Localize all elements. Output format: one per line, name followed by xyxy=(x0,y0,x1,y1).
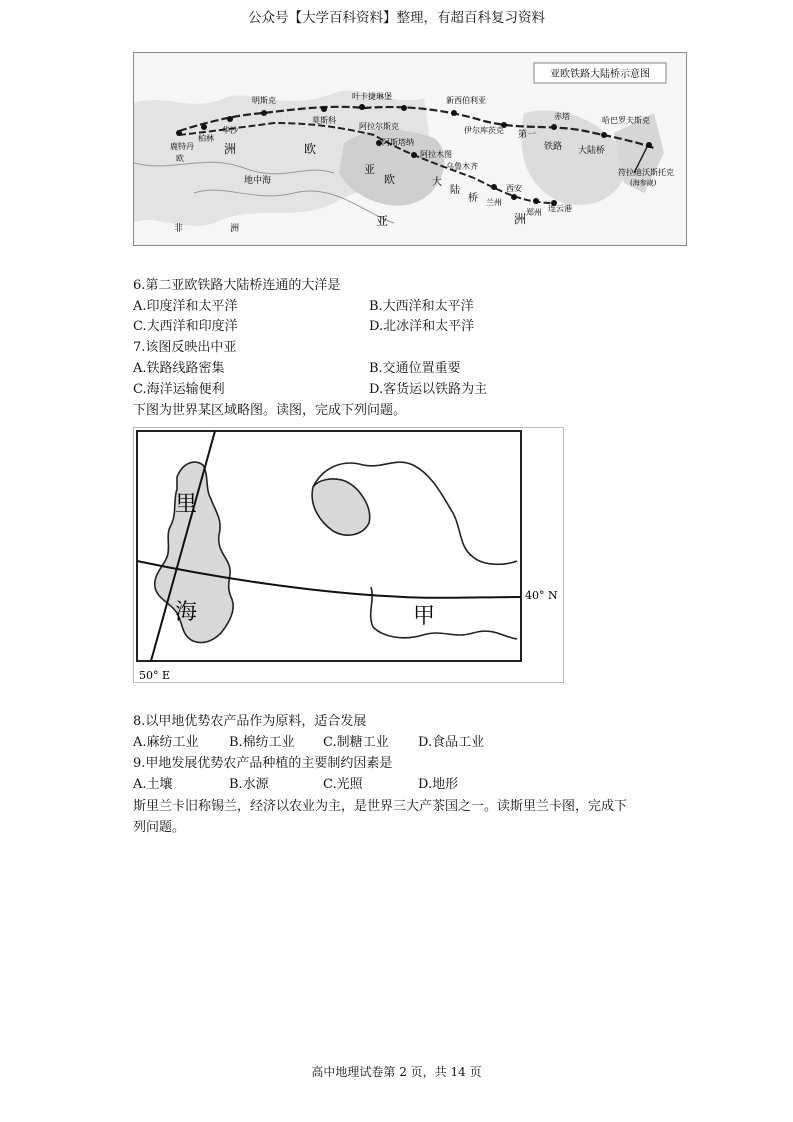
label-minsk: 明斯克 xyxy=(252,96,276,105)
label-lanzhou: 兰州 xyxy=(486,198,502,207)
label-xian: 西安 xyxy=(506,184,522,193)
label-qiao: 桥 xyxy=(468,193,478,204)
label-first: 第一 xyxy=(518,130,537,140)
eurasia-land-bridge-map xyxy=(133,52,687,246)
page-footer: 高中地理试卷第 2 页，共 14 页 xyxy=(311,1065,482,1079)
label-urumqi: 乌鲁木齐 xyxy=(446,162,478,171)
label-lianyungang: 连云港 xyxy=(548,204,572,213)
label-rotterdam: 鹿特丹 xyxy=(170,142,194,151)
label-novosibirsk: 新西伯利亚 xyxy=(446,96,486,105)
q9-option-c: C.光照 xyxy=(323,777,363,792)
q8-options xyxy=(133,733,485,753)
q8-option-a: A.麻纺工业 xyxy=(133,735,199,750)
sri-lanka-intro-line2: 列问题。 xyxy=(133,820,186,835)
label-continent2: 大陆桥 xyxy=(578,146,606,156)
q9-option-d: D.地形 xyxy=(418,777,459,792)
sri-lanka-intro-line1: 斯里兰卡旧称锡兰，经济以农业为主，是世界三大产茶国之一。读斯里兰卡图，完成下 xyxy=(133,799,628,814)
q9-option-a: A.土壤 xyxy=(133,777,173,792)
q7-option-a: A.铁路线路密集 xyxy=(133,361,225,376)
label-haishenwai: (海参崴) xyxy=(630,179,657,187)
label-rail: 铁路 xyxy=(544,142,563,152)
label-fei: 非 xyxy=(174,224,184,234)
label-khabarovsk: 哈巴罗夫斯克 xyxy=(602,116,650,125)
label-eu-small: 欧 xyxy=(176,154,184,163)
land-bridge-map-drawing xyxy=(134,53,686,245)
label-ou2: 欧 xyxy=(384,173,395,186)
q9-options xyxy=(133,775,459,795)
label-moscow: 莫斯科 xyxy=(312,116,336,125)
label-ya2: 亚 xyxy=(364,163,375,176)
map1-title: 亚欧铁路大陆桥示意图 xyxy=(550,69,650,80)
label-yekaterinburg: 叶卡捷琳堡 xyxy=(352,92,392,101)
q6-option-a: A.印度洋和太平洋 xyxy=(133,299,238,314)
label-lat-40n: 40° N xyxy=(525,589,558,602)
q6-option-c: C.大西洋和印度洋 xyxy=(133,319,238,334)
q6-option-d: D.北冰洋和太平洋 xyxy=(369,319,475,334)
label-li: 里 xyxy=(175,492,198,517)
q6-option-b: B.大西洋和太平洋 xyxy=(369,299,474,314)
page-header: 公众号【大学百科资料】整理，有超百科复习资料 xyxy=(248,10,545,26)
q6-stem: 6.第二亚欧铁路大陆桥连通的大洋是 xyxy=(133,278,341,293)
label-arals: 阿拉尔斯克 xyxy=(359,122,399,131)
label-almaty: 阿拉木图 xyxy=(420,150,452,159)
label-sea: 地中海 xyxy=(244,176,272,186)
label-irkutsk: 伊尔库茨克 xyxy=(464,126,504,135)
label-warsaw: 华沙 xyxy=(222,126,238,135)
q8-option-d: D.食品工业 xyxy=(418,735,485,750)
map2-intro: 下图为世界某区域略图。读图，完成下列问题。 xyxy=(133,403,407,418)
q7-option-c: C.海洋运输便利 xyxy=(133,382,225,397)
q7-stem: 7.该图反映出中亚 xyxy=(133,340,237,355)
q8-option-b: B.棉纺工业 xyxy=(229,735,295,750)
label-da: 大 xyxy=(432,177,442,188)
q9-stem: 9.甲地发展优势农产品种植的主要制约因素是 xyxy=(133,756,393,771)
label-vladivostok: 符拉迪沃斯托克 xyxy=(618,168,674,177)
q8-option-c: C.制糖工业 xyxy=(323,735,389,750)
q7-option-b: B.交通位置重要 xyxy=(369,361,461,376)
label-chita: 赤塔 xyxy=(554,112,570,121)
region-map-drawing xyxy=(133,427,564,683)
label-zhengzhou: 郑州 xyxy=(526,208,542,217)
q8-stem: 8.以甲地优势农产品作为原料，适合发展 xyxy=(133,714,367,729)
label-zhou: 洲 xyxy=(224,142,237,156)
label-astana: 阿斯塔纳 xyxy=(382,138,414,147)
region-sketch-map xyxy=(133,427,564,683)
label-berlin: 柏林 xyxy=(198,134,214,143)
label-lu: 陆 xyxy=(450,185,460,196)
label-zhou-africa: 洲 xyxy=(230,224,240,234)
label-ya: 亚 xyxy=(376,214,389,228)
q7-option-d: D.客货运以铁路为主 xyxy=(369,382,488,397)
q9-option-b: B.水源 xyxy=(229,777,269,792)
label-ou: 欧 xyxy=(304,142,317,156)
label-zhou-asia: 洲 xyxy=(514,212,527,226)
label-hai: 海 xyxy=(175,600,198,625)
label-jia: 甲 xyxy=(413,604,436,629)
label-lon-50e: 50° E xyxy=(139,669,171,682)
